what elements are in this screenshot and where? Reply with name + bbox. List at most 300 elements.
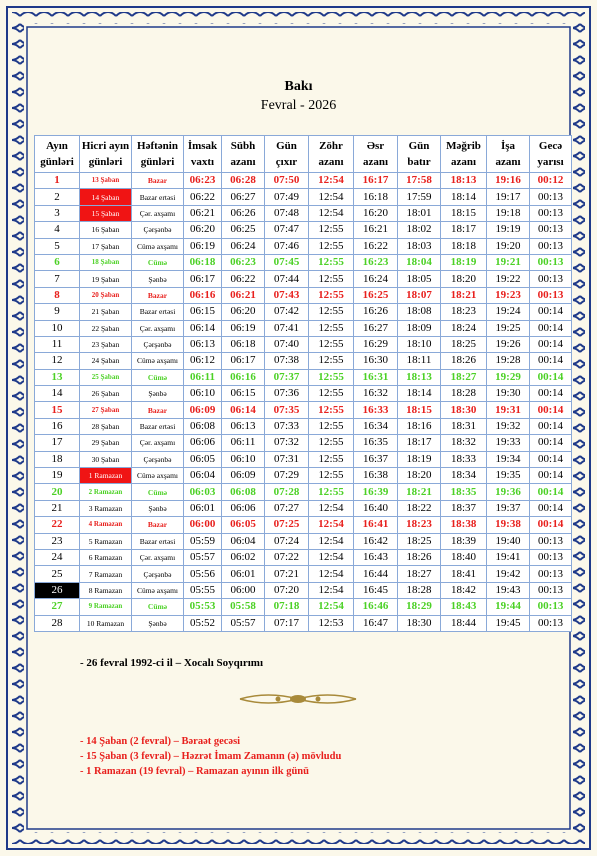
table-cell: 19:21 [487, 254, 530, 270]
column-header-line: batır [407, 156, 431, 168]
table-cell: 06:11 [184, 369, 222, 385]
table-cell: Cümə [132, 369, 184, 385]
table-cell: 00:14 [530, 435, 572, 451]
table-cell: 00:14 [530, 517, 572, 533]
table-cell: 18:14 [441, 189, 487, 205]
table-cell: 06:19 [222, 320, 265, 336]
table-cell: 16:26 [354, 304, 398, 320]
table-cell: 2 [35, 189, 80, 205]
table-cell: 07:35 [265, 402, 309, 418]
column-header-line: Gün [408, 140, 430, 152]
table-cell: 06:09 [222, 468, 265, 484]
table-cell: 13 [35, 369, 80, 385]
table-cell: Cümə axşamı [132, 468, 184, 484]
table-cell: 00:14 [530, 451, 572, 467]
table-cell: 12:54 [309, 205, 354, 221]
table-cell: 00:13 [530, 615, 572, 631]
column-header [309, 136, 354, 173]
table-cell: 06:22 [184, 189, 222, 205]
table-cell: 19:35 [487, 468, 530, 484]
table-cell: 18:17 [441, 222, 487, 238]
table-cell: 07:29 [265, 468, 309, 484]
table-cell: 16:22 [354, 238, 398, 254]
column-header-line: azanı [318, 156, 344, 168]
table-row [35, 549, 572, 565]
table-cell: 12:55 [309, 369, 354, 385]
table-cell: 19:20 [487, 238, 530, 254]
column-header-line: yarısı [537, 156, 564, 168]
table-cell: 06:00 [222, 582, 265, 598]
table-cell: 18:31 [441, 418, 487, 434]
table-cell: 16:18 [354, 189, 398, 205]
table-cell: 16 [35, 418, 80, 434]
table-cell: Şənbə [132, 500, 184, 516]
table-cell: 19:19 [487, 222, 530, 238]
table-cell: 05:56 [184, 566, 222, 582]
table-cell: Çərşənbə [132, 451, 184, 467]
month-title: Fevral - 2026 [260, 98, 337, 113]
table-cell: 18:20 [398, 468, 441, 484]
table-cell: 06:06 [222, 500, 265, 516]
table-cell: 06:23 [184, 173, 222, 189]
table-cell: 07:38 [265, 353, 309, 369]
table-cell: 16:29 [354, 336, 398, 352]
table-cell: Çər. axşamı [132, 435, 184, 451]
table-cell: 00:13 [530, 549, 572, 565]
table-cell: 07:37 [265, 369, 309, 385]
table-cell: 07:17 [265, 615, 309, 631]
table-cell: 06:09 [184, 402, 222, 418]
table-cell: 12:55 [309, 435, 354, 451]
table-cell: 18:09 [398, 320, 441, 336]
column-header-line: Zöhr [319, 140, 343, 152]
table-cell: 25 Şaban [80, 369, 132, 385]
table-cell: 12:54 [309, 533, 354, 549]
table-cell: Bazar [132, 173, 184, 189]
table-cell: Bazar [132, 517, 184, 533]
table-cell: 06:21 [184, 205, 222, 221]
table-cell: 19:33 [487, 435, 530, 451]
table-cell: 18:30 [398, 615, 441, 631]
table-cell: 18:11 [398, 353, 441, 369]
table-cell: 7 Ramazan [80, 566, 132, 582]
table-cell: 16:32 [354, 386, 398, 402]
table-cell: 12:55 [309, 287, 354, 303]
table-cell: 19:34 [487, 451, 530, 467]
table-cell: 05:58 [222, 599, 265, 615]
table-cell: 12:55 [309, 271, 354, 287]
table-cell: 19:32 [487, 418, 530, 434]
table-cell: 00:14 [530, 418, 572, 434]
table-cell: 06:16 [222, 369, 265, 385]
table-cell: Çərşənbə [132, 566, 184, 582]
table-cell: 12:55 [309, 238, 354, 254]
table-cell: 30 Şaban [80, 451, 132, 467]
table-cell: 19:17 [487, 189, 530, 205]
table-cell: 13 Şaban [80, 173, 132, 189]
table-cell: 00:12 [530, 173, 572, 189]
table-cell: 16:45 [354, 582, 398, 598]
table-cell: Çər. axşamı [132, 320, 184, 336]
table-cell: 06:16 [184, 287, 222, 303]
table-row [35, 173, 572, 189]
table-cell: 27 [35, 599, 80, 615]
table-cell: 16:40 [354, 500, 398, 516]
table-row [35, 533, 572, 549]
table-cell: 19:18 [487, 205, 530, 221]
table-cell: 16:42 [354, 533, 398, 549]
table-row [35, 582, 572, 598]
city-title: Bakı [284, 79, 313, 94]
table-cell: 12:55 [309, 222, 354, 238]
table-cell: 1 [35, 173, 80, 189]
table-cell: 07:43 [265, 287, 309, 303]
table-cell: Cümə [132, 599, 184, 615]
table-cell: 9 [35, 304, 80, 320]
table-cell: 07:45 [265, 254, 309, 270]
table-cell: 00:14 [530, 484, 572, 500]
table-cell: 12:54 [309, 549, 354, 565]
table-cell: 06:22 [222, 271, 265, 287]
table-cell: 18:33 [441, 451, 487, 467]
table-cell: 20 [35, 484, 80, 500]
table-cell: 19:42 [487, 566, 530, 582]
table-cell: Çərşənbə [132, 222, 184, 238]
table-row [35, 254, 572, 270]
table-cell: 18:20 [441, 271, 487, 287]
table-row [35, 238, 572, 254]
table-cell: 26 [35, 582, 80, 598]
table-cell: 4 [35, 222, 80, 238]
table-cell: 00:14 [530, 468, 572, 484]
table-cell: 05:59 [184, 533, 222, 549]
table-cell: 12:54 [309, 582, 354, 598]
table-cell: Cümə axşamı [132, 582, 184, 598]
prayer-times-table [34, 135, 572, 632]
table-cell: 18:35 [441, 484, 487, 500]
table-cell: 06:20 [222, 304, 265, 320]
table-cell: 6 Ramazan [80, 549, 132, 565]
table-cell: 06:11 [222, 435, 265, 451]
column-header-line: günləri [40, 156, 74, 168]
table-cell: 19:31 [487, 402, 530, 418]
table-cell: Çər. axşamı [132, 205, 184, 221]
table-cell: 16:27 [354, 320, 398, 336]
table-cell: 18:08 [398, 304, 441, 320]
table-cell: 15 Şaban [80, 205, 132, 221]
table-cell: 12:55 [309, 353, 354, 369]
table-cell: 12:54 [309, 517, 354, 533]
table-row [35, 205, 572, 221]
column-header-line: günləri [140, 156, 175, 168]
column-header [354, 136, 398, 173]
table-row [35, 353, 572, 369]
table-cell: 06:26 [222, 205, 265, 221]
column-header [487, 136, 530, 173]
table-cell: 00:14 [530, 353, 572, 369]
table-cell: 16 Şaban [80, 222, 132, 238]
table-cell: 00:13 [530, 533, 572, 549]
table-cell: 19:45 [487, 615, 530, 631]
table-cell: Bazar [132, 402, 184, 418]
table-cell: 3 [35, 205, 80, 221]
table-cell: 12:55 [309, 304, 354, 320]
table-cell: 6 [35, 254, 80, 270]
table-cell: 06:15 [184, 304, 222, 320]
table-cell: 18:23 [441, 304, 487, 320]
table-cell: 06:15 [222, 386, 265, 402]
table-cell: 06:01 [184, 500, 222, 516]
table-cell: 18:19 [441, 254, 487, 270]
column-header [184, 136, 222, 173]
table-header-row [35, 136, 572, 173]
table-cell: 18:26 [441, 353, 487, 369]
table-cell: 12:55 [309, 468, 354, 484]
table-cell: 18:23 [398, 517, 441, 533]
table-cell: 21 [35, 500, 80, 516]
table-cell: 4 Ramazan [80, 517, 132, 533]
table-cell: 16:24 [354, 271, 398, 287]
table-cell: 06:05 [222, 517, 265, 533]
table-cell: 07:42 [265, 304, 309, 320]
column-header-line: İşa [500, 140, 516, 152]
holiday-note: - 15 Şaban (3 fevral) – Həzrət İmam Zamanın (ə) mövludu [80, 751, 342, 762]
table-cell: 21 Şaban [80, 304, 132, 320]
column-header-line: Gün [276, 140, 297, 152]
table-cell: 17 Şaban [80, 238, 132, 254]
column-header-line: çıxır [275, 156, 298, 168]
table-cell: 00:13 [530, 566, 572, 582]
table-cell: 00:13 [530, 189, 572, 205]
table-cell: 06:20 [184, 222, 222, 238]
table-cell: 12:55 [309, 418, 354, 434]
holiday-note: - 14 Şaban (2 fevral) – Bəraət gecəsi [80, 736, 241, 747]
table-cell: 00:14 [530, 320, 572, 336]
table-row [35, 484, 572, 500]
table-cell: 06:17 [222, 353, 265, 369]
column-header-line: Əsr [366, 140, 385, 152]
table-cell: 12:53 [309, 615, 354, 631]
table-cell: 18:10 [398, 336, 441, 352]
table-cell: 17:58 [398, 173, 441, 189]
table-cell: 05:52 [184, 615, 222, 631]
table-cell: 16:34 [354, 418, 398, 434]
table-cell: 06:28 [222, 173, 265, 189]
column-header-line: İmsak [187, 140, 218, 152]
table-cell: Çər. axşamı [132, 549, 184, 565]
table-cell: 06:13 [222, 418, 265, 434]
table-cell: 07:33 [265, 418, 309, 434]
table-cell: 18:28 [398, 582, 441, 598]
table-row [35, 189, 572, 205]
table-cell: 07:46 [265, 238, 309, 254]
table-cell: 06:02 [222, 549, 265, 565]
table-cell: 20 Şaban [80, 287, 132, 303]
table-row [35, 369, 572, 385]
table-cell: 07:49 [265, 189, 309, 205]
table-cell: 16:38 [354, 468, 398, 484]
table-cell: 06:24 [222, 238, 265, 254]
table-cell: 19:37 [487, 500, 530, 516]
table-cell: 19:22 [487, 271, 530, 287]
column-header [222, 136, 265, 173]
column-header [35, 136, 80, 173]
column-header-line: Hicri ayın [81, 140, 130, 152]
column-header-line: Gecə [538, 140, 563, 152]
table-cell: 12:55 [309, 336, 354, 352]
table-cell: 18:40 [441, 549, 487, 565]
table-cell: Bazar [132, 287, 184, 303]
table-cell: 28 [35, 615, 80, 631]
table-cell: 06:10 [184, 386, 222, 402]
table-cell: 00:14 [530, 304, 572, 320]
table-cell: 2 Ramazan [80, 484, 132, 500]
table-cell: 12:54 [309, 599, 354, 615]
table-cell: 00:13 [530, 254, 572, 270]
column-header [80, 136, 132, 173]
table-cell: 07:24 [265, 533, 309, 549]
table-cell: Cümə axşamı [132, 238, 184, 254]
table-cell: 10 Ramazan [80, 615, 132, 631]
column-header [132, 136, 184, 173]
table-cell: 16:44 [354, 566, 398, 582]
table-cell: 07:36 [265, 386, 309, 402]
table-cell: 24 Şaban [80, 353, 132, 369]
table-cell: 06:12 [184, 353, 222, 369]
table-cell: 07:31 [265, 451, 309, 467]
column-header-line: azanı [495, 156, 521, 168]
table-cell: 18:21 [441, 287, 487, 303]
table-cell: 07:47 [265, 222, 309, 238]
table-cell: 00:13 [530, 271, 572, 287]
table-cell: 8 [35, 287, 80, 303]
table-cell: 18:27 [441, 369, 487, 385]
table-cell: 19:41 [487, 549, 530, 565]
table-cell: 00:13 [530, 582, 572, 598]
table-cell: 07:41 [265, 320, 309, 336]
table-cell: 07:27 [265, 500, 309, 516]
column-header [265, 136, 309, 173]
table-cell: 16:23 [354, 254, 398, 270]
table-cell: 18:15 [441, 205, 487, 221]
table-cell: 05:57 [222, 615, 265, 631]
table-cell: 12:55 [309, 402, 354, 418]
table-cell: 16:43 [354, 549, 398, 565]
column-header-line: günləri [88, 156, 123, 168]
table-cell: 00:13 [530, 205, 572, 221]
holiday-notes [80, 734, 341, 779]
table-cell: Şənbə [132, 271, 184, 287]
table-cell: 06:14 [184, 320, 222, 336]
table-cell: 12:54 [309, 189, 354, 205]
table-row [35, 500, 572, 516]
table-cell: 18:16 [398, 418, 441, 434]
table-cell: 16:46 [354, 599, 398, 615]
table-cell: 16:21 [354, 222, 398, 238]
table-cell: 16:41 [354, 517, 398, 533]
table-cell: 16:17 [354, 173, 398, 189]
table-cell: 00:14 [530, 369, 572, 385]
table-cell: 06:00 [184, 517, 222, 533]
table-cell: 06:06 [184, 435, 222, 451]
table-cell: 14 [35, 386, 80, 402]
table-cell: 19:28 [487, 353, 530, 369]
table-cell: 06:04 [222, 533, 265, 549]
table-cell: 29 Şaban [80, 435, 132, 451]
table-cell: 12:55 [309, 320, 354, 336]
table-cell: 12:55 [309, 386, 354, 402]
table-cell: 16:20 [354, 205, 398, 221]
table-cell: 18:13 [441, 173, 487, 189]
table-cell: 7 [35, 271, 80, 287]
table-cell: 12:54 [309, 566, 354, 582]
table-cell: 06:03 [184, 484, 222, 500]
table-cell: 19:24 [487, 304, 530, 320]
table-cell: 18:44 [441, 615, 487, 631]
table-cell: 18:43 [441, 599, 487, 615]
table-cell: 22 Şaban [80, 320, 132, 336]
table-cell: 06:13 [184, 336, 222, 352]
table-cell: 05:55 [184, 582, 222, 598]
table-cell: 06:04 [184, 468, 222, 484]
table-row [35, 517, 572, 533]
table-cell: 18:19 [398, 451, 441, 467]
column-header-line: Ayın [46, 140, 68, 152]
table-cell: 18:42 [441, 582, 487, 598]
table-cell: 19:26 [487, 336, 530, 352]
table-cell: 9 Ramazan [80, 599, 132, 615]
table-cell: 16:39 [354, 484, 398, 500]
table-cell: 19:23 [487, 287, 530, 303]
table-cell: 06:08 [222, 484, 265, 500]
table-cell: 18:30 [441, 402, 487, 418]
table-row [35, 336, 572, 352]
table-cell: 19:43 [487, 582, 530, 598]
table-cell: 00:14 [530, 386, 572, 402]
table-cell: 07:18 [265, 599, 309, 615]
column-header-line: Sübh [230, 140, 256, 152]
column-header-line: Məğrib [446, 140, 481, 152]
table-cell: 06:17 [184, 271, 222, 287]
column-header-line: azanı [450, 156, 477, 168]
table-cell: 18:28 [441, 386, 487, 402]
table-cell: 10 [35, 320, 80, 336]
table-cell: 12 [35, 353, 80, 369]
table-cell: 18:38 [441, 517, 487, 533]
table-cell: 18:15 [398, 402, 441, 418]
table-cell: 18:29 [398, 599, 441, 615]
table-cell: 06:05 [184, 451, 222, 467]
table-cell: 00:13 [530, 599, 572, 615]
table-cell: 22 [35, 517, 80, 533]
table-cell: 19:44 [487, 599, 530, 615]
table-cell: 07:25 [265, 517, 309, 533]
column-header-line: azanı [362, 156, 389, 168]
table-cell: 19 Şaban [80, 271, 132, 287]
table-cell: 18:18 [441, 238, 487, 254]
table-cell: 07:50 [265, 173, 309, 189]
table-cell: 8 Ramazan [80, 582, 132, 598]
table-cell: 06:08 [184, 418, 222, 434]
table-cell: 06:18 [184, 254, 222, 270]
table-cell: 00:14 [530, 500, 572, 516]
table-cell: 18:41 [441, 566, 487, 582]
table-cell: 05:53 [184, 599, 222, 615]
table-cell: 1 Ramazan [80, 468, 132, 484]
table-cell: 06:23 [222, 254, 265, 270]
table-cell: 18:13 [398, 369, 441, 385]
column-header [441, 136, 487, 173]
